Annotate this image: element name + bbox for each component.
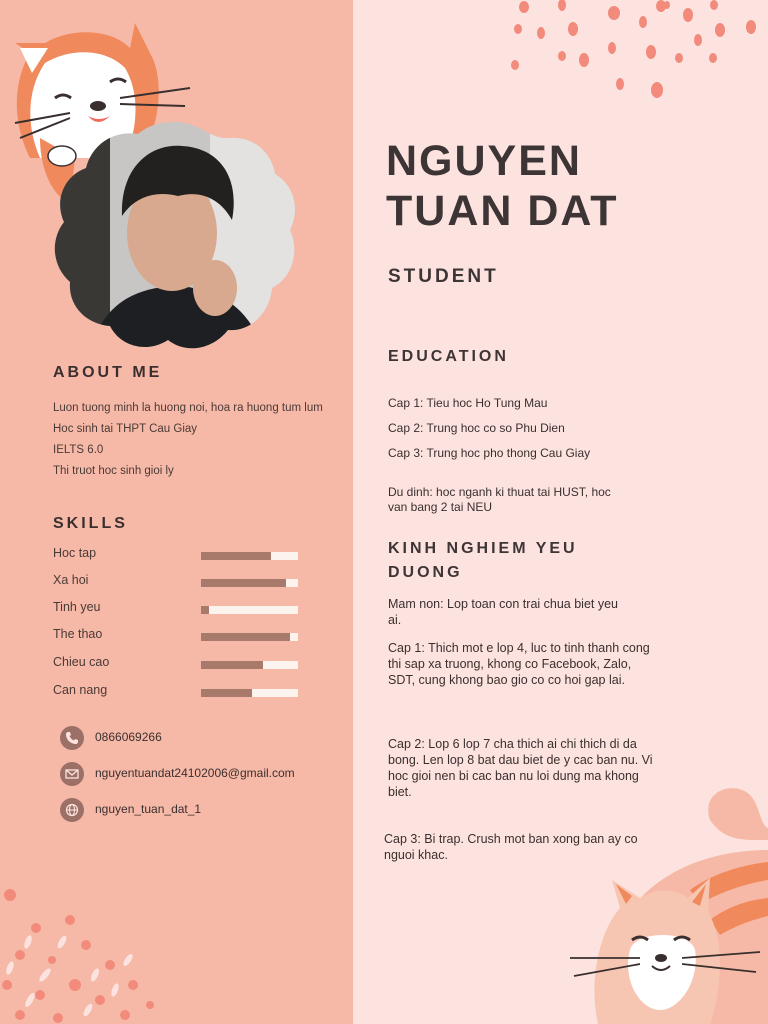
skill-bar — [201, 606, 298, 614]
skill-label: Chieu cao — [53, 655, 110, 669]
full-name — [386, 136, 619, 236]
about-me-heading: ABOUT ME — [53, 364, 163, 381]
experience-item: Mam non: Lop toan con trai chua biet yeu ai. — [388, 597, 619, 627]
contact-phone[interactable] — [60, 726, 340, 750]
education-list — [388, 394, 590, 469]
about-line: IELTS 6.0 — [53, 444, 104, 456]
role-title: STUDENT — [388, 266, 499, 287]
skill-label: Tinh yeu — [53, 600, 101, 614]
email-icon — [60, 762, 84, 786]
education-plan: Du dinh: hoc nganh ki thuat tai HUST, hoc van bang 2 tai NEU — [388, 485, 611, 514]
experience-item: Cap 3: Bi trap. Crush mot ban xong ban ay co nguoi khac. — [384, 832, 638, 862]
globe-icon — [60, 798, 84, 822]
phone-icon — [60, 726, 84, 750]
education-item: Cap 3: Trung hoc pho thong Cau Giay — [388, 446, 591, 460]
skill-row — [53, 546, 303, 564]
skill-bar — [201, 661, 298, 669]
skill-bar-fill — [201, 689, 252, 697]
skill-bar — [201, 552, 298, 560]
skill-bar-fill — [201, 661, 263, 669]
skill-bar — [201, 689, 298, 697]
experience-heading: KINH NGHIEM YEU DUONG — [388, 540, 578, 581]
about-line: Thi truot hoc sinh gioi ly — [53, 465, 174, 477]
cat-illustration-bottom — [560, 780, 768, 1024]
education-item: Cap 2: Trung hoc co so Phu Dien — [388, 421, 565, 435]
experience-item: Cap 1: Thich mot e lop 4, luc to tinh thanh cong thi sap xa truong, khong co Facebook, Zalo, SDT, cung khong bao gio co co hoi gap lai. — [388, 641, 650, 687]
about-line: Luon tuong minh la huong noi, hoa ra huong tum lum — [53, 402, 323, 414]
education-item: Cap 1: Tieu hoc Ho Tung Mau — [388, 396, 548, 410]
skill-bar — [201, 579, 298, 587]
skill-bar — [201, 633, 298, 641]
experience-item: Cap 2: Lop 6 lop 7 cha thich ai chi thich di da bong. Len lop 8 bat dau biet de y cac ban nu. Vi hoc gioi nen bi cac ban nu loi dung ma khong biet. — [388, 737, 653, 799]
about-line: Hoc sinh tai THPT Cau Giay — [53, 423, 198, 435]
phone-number: 0866069266 — [95, 730, 162, 744]
skill-label: Hoc tap — [53, 546, 97, 560]
profile-photo — [50, 118, 300, 354]
contact-email[interactable] — [60, 762, 340, 786]
contact-web[interactable] — [60, 798, 340, 822]
email-address: nguyentuandat24102006@gmail.com — [95, 766, 295, 780]
skill-row — [53, 683, 303, 701]
name-line: TUAN DAT — [386, 187, 619, 235]
skill-label: The thao — [53, 627, 103, 641]
skill-row — [53, 573, 303, 591]
skill-bar-fill — [201, 633, 290, 641]
web-handle: nguyen_tuan_dat_1 — [95, 802, 202, 816]
skill-label: Xa hoi — [53, 573, 89, 587]
skill-row — [53, 600, 303, 618]
skill-bar-fill — [201, 606, 209, 614]
skills-heading: SKILLS — [53, 515, 128, 532]
name-line: NGUYEN — [386, 137, 582, 185]
education-heading: EDUCATION — [388, 348, 509, 365]
skill-bar-fill — [201, 579, 286, 587]
skill-label: Can nang — [53, 683, 108, 697]
skill-row — [53, 627, 303, 645]
skill-row — [53, 655, 303, 673]
skill-bar-fill — [201, 552, 271, 560]
about-me-text — [53, 398, 323, 482]
